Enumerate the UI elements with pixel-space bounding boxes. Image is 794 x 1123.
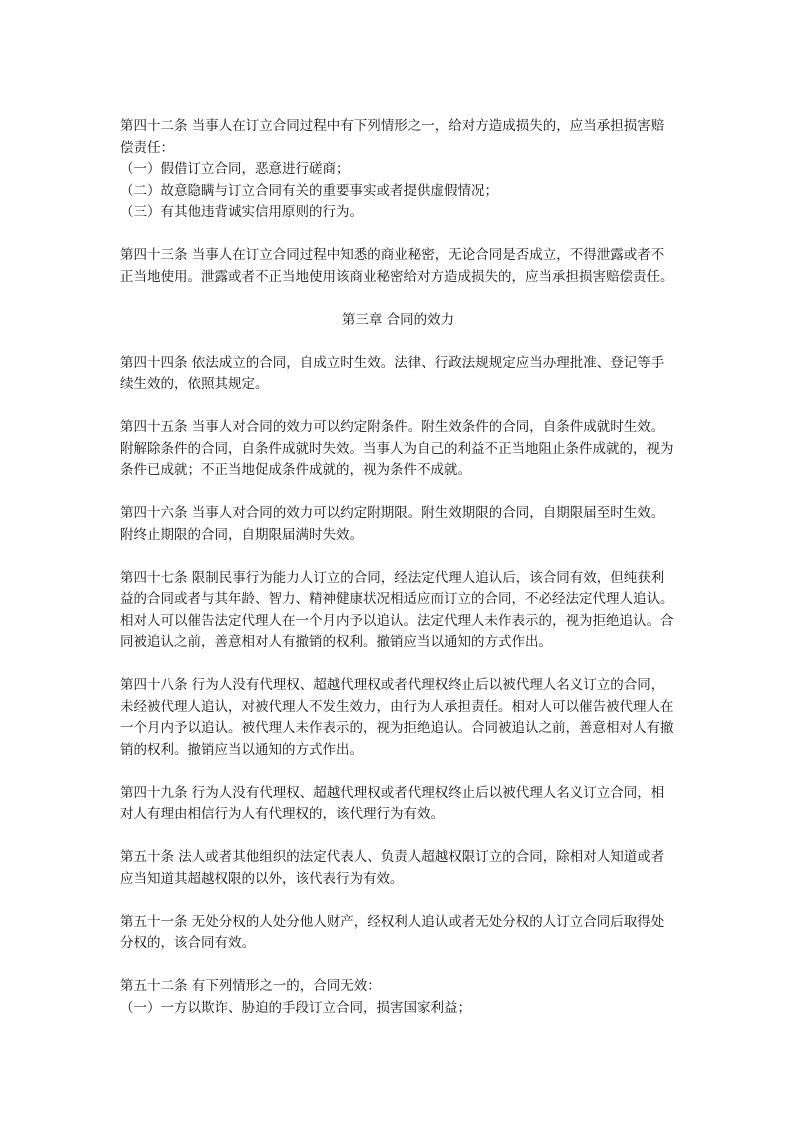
article-text: 第四十七条 限制民事行为能力人订立的合同，经法定代理人追认后，该合同有效，但纯获利益的合同或者与其年龄、智力、精神健康状况相适应而订立的合同，不必经法定代理人追认。相对人可以催告法定代理人在一个月内予以追认。法定代理人未作表示的，视为拒绝追认。合同被追认之前，善意相对人有撤销的权利。撤销应当以通知的方式作出。	[120, 569, 674, 650]
document-page	[120, 116, 676, 1041]
article-43	[120, 245, 676, 288]
article-text: 第四十四条 依法成立的合同，自成立时生效。法律、行政法规规定应当办理批准、登记等手续生效的，依照其规定。	[120, 354, 665, 392]
article-42	[120, 116, 676, 224]
article-46	[120, 503, 676, 546]
article-text: 第四十二条 当事人在订立合同过程中有下列情形之一，给对方造成损失的，应当承担损害赔偿责任：	[120, 118, 665, 156]
article-text: 第四十五条 当事人对合同的效力可以约定附条件。附生效条件的合同，自条件成就时生效。附解除条件的合同，自条件成就时失效。当事人为自己的利益不正当地阻止条件成就的，视为条件已成就；不正当地促成条件成就的，视为条件不成就。	[120, 419, 674, 478]
article-text: 第四十三条 当事人在订立合同过程中知悉的商业秘密，无论合同是否成立，不得泄露或者不正当地使用。泄露或者不正当地使用该商业秘密给对方造成损失的，应当承担损害赔偿责任。	[120, 247, 674, 285]
article-52	[120, 976, 676, 1019]
article-item: （一）假借订立合同，恶意进行磋商；	[120, 161, 350, 177]
article-45	[120, 417, 676, 482]
article-text: 第五十二条 有下列情形之一的，合同无效：	[120, 978, 381, 994]
article-49	[120, 783, 676, 826]
article-50	[120, 847, 676, 890]
article-item: （二）故意隐瞒与订立合同有关的重要事实或者提供虚假情况；	[120, 182, 498, 199]
article-text: 第五十一条 无处分权的人处分他人财产，经权利人追认或者无处分权的人订立合同后取得处分权的，该合同有效。	[120, 913, 665, 951]
chapter-heading: 第三章 合同的效力	[341, 311, 455, 328]
article-48	[120, 675, 676, 761]
article-text: 第四十九条 行为人没有代理权、超越代理权或者代理权终止后以被代理人名义订立合同，相对人有理由相信行为人有代理权的，该代理行为有效。	[120, 784, 665, 822]
article-47	[120, 568, 676, 654]
article-item: （一）一方以欺诈、胁迫的手段订立合同，损害国家利益；	[120, 999, 471, 1016]
article-51	[120, 912, 676, 955]
article-text: 第四十八条 行为人没有代理权、超越代理权或者代理权终止后以被代理人名义订立的合同，未经被代理人追认，对被代理人不发生效力，由行为人承担责任。相对人可以催告被代理人在一个月内予以追认。被代理人未作表示的，视为拒绝追认。合同被追认之前，善意相对人有撤销的权利。撤销应当以通知的方式作出。	[120, 677, 674, 758]
article-item: （三）有其他违背诚实信用原则的行为。	[120, 204, 363, 220]
article-text: 第五十条 法人或者其他组织的法定代表人、负责人超越权限订立的合同，除相对人知道或者应当知道其超越权限的以外，该代表行为有效。	[120, 849, 665, 887]
article-text: 第四十六条 当事人对合同的效力可以约定附期限。附生效期限的合同，自期限届至时生效。附终止期限的合同，自期限届满时失效。	[120, 505, 665, 543]
article-44	[120, 353, 676, 396]
